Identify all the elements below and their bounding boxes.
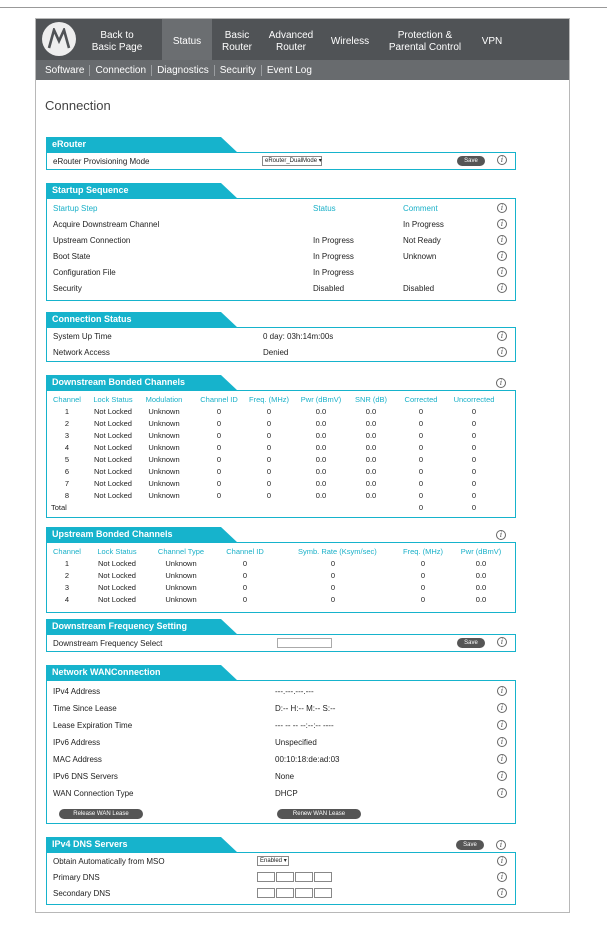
- section-header: [46, 619, 516, 635]
- table-cell: Unknown: [165, 595, 197, 604]
- cell: DHCP: [275, 789, 298, 798]
- col-header: Symb. Rate (Ksym/sec): [298, 547, 377, 556]
- table-cell: 0: [471, 467, 477, 476]
- table-cell: Not Locked: [98, 583, 136, 592]
- wan-section: [46, 665, 516, 824]
- table-cell: 0: [418, 431, 424, 440]
- top-rule: [0, 7, 607, 8]
- erouter-mode-select[interactable]: eRouter_DualMode ▾: [262, 156, 322, 166]
- cell: 00:10:18:de:ad:03: [275, 755, 340, 764]
- table-cell: 0: [266, 431, 272, 440]
- table-cell: 0: [266, 467, 272, 476]
- table-cell: 4: [64, 595, 70, 604]
- table-cell: 0: [471, 431, 477, 440]
- table-cell: 0: [418, 467, 424, 476]
- table-cell: 0: [216, 491, 222, 500]
- erouter-mode-value: eRouter_DualMode: [265, 158, 318, 164]
- nav-protection-parental[interactable]: Protection & Parental Control: [388, 29, 462, 53]
- table-cell: 0: [420, 583, 426, 592]
- section-title: Connection Status: [52, 314, 132, 324]
- table-cell: 0: [242, 595, 248, 604]
- table-cell: 0: [471, 455, 477, 464]
- cell: In Progress: [313, 268, 354, 277]
- table-cell: 0: [418, 407, 424, 416]
- table-cell: 0: [330, 595, 336, 604]
- table-cell: 0: [266, 407, 272, 416]
- cell: Lease Expiration Time: [53, 721, 133, 730]
- secondary-dns-octet-1[interactable]: [257, 888, 275, 898]
- table-cell: 0: [216, 467, 222, 476]
- table-cell: 0: [242, 583, 248, 592]
- section-title: Upstream Bonded Channels: [52, 529, 173, 539]
- nav-back-to-basic[interactable]: Back to Basic Page: [91, 29, 143, 53]
- nav-advanced-router[interactable]: Advanced Router: [268, 29, 314, 53]
- table-cell: 0.0: [475, 595, 487, 604]
- cell: MAC Address: [53, 755, 102, 764]
- section-header: [46, 527, 516, 543]
- obtain-auto-value: Enabled: [260, 858, 283, 864]
- startup-section: [46, 183, 516, 301]
- col-header: SNR (dB): [354, 395, 388, 404]
- cell: Acquire Downstream Channel: [53, 220, 160, 229]
- motorola-logo-icon: [42, 22, 76, 56]
- section-header: [46, 137, 516, 153]
- table-cell: 1: [64, 407, 70, 416]
- cell: IPv6 Address: [53, 738, 101, 747]
- cell: Secondary DNS: [53, 889, 111, 898]
- cell: ---.---.---.---: [275, 687, 314, 696]
- renew-wan-lease-button[interactable]: Renew WAN Lease: [277, 809, 361, 819]
- cell: Upstream Connection: [53, 236, 131, 245]
- table-cell: Unknown: [148, 419, 180, 428]
- table-cell: 3: [64, 431, 70, 440]
- subnav-software[interactable]: Software: [40, 65, 90, 76]
- info-icon[interactable]: i: [497, 872, 507, 882]
- table-cell: 0: [266, 419, 272, 428]
- table-cell: Unknown: [148, 407, 180, 416]
- nav-wireless[interactable]: Wireless: [330, 35, 370, 47]
- table-cell: 0: [216, 431, 222, 440]
- cell: None: [275, 772, 295, 781]
- table-cell: 0: [216, 479, 222, 488]
- table-cell: 0: [266, 455, 272, 464]
- col-header: Channel: [53, 395, 81, 404]
- cell: Time Since Lease: [53, 704, 117, 713]
- table-cell: 0.0: [315, 491, 327, 500]
- cell: Denied: [263, 348, 289, 357]
- table-cell: Not Locked: [94, 467, 132, 476]
- primary-dns-octet-2[interactable]: [276, 872, 294, 882]
- erouter-mode-label: eRouter Provisioning Mode: [53, 157, 150, 166]
- total-uncorrected: 0: [471, 503, 477, 512]
- info-icon[interactable]: i: [497, 888, 507, 898]
- table-cell: 0: [420, 571, 426, 580]
- section-title: Startup Sequence: [52, 185, 129, 195]
- table-cell: 0: [216, 443, 222, 452]
- col-header: Channel ID: [226, 547, 264, 556]
- table-cell: 0: [242, 559, 248, 568]
- table-cell: 0.0: [475, 571, 487, 580]
- cell: Unspecified: [275, 738, 317, 747]
- table-cell: 0: [471, 479, 477, 488]
- table-cell: Not Locked: [94, 491, 132, 500]
- info-icon[interactable]: i: [496, 530, 506, 540]
- table-cell: 0.0: [475, 583, 487, 592]
- secondary-dns-octet-3[interactable]: [295, 888, 313, 898]
- table-cell: 0: [216, 455, 222, 464]
- section-header: [46, 665, 516, 681]
- table-cell: 0: [420, 559, 426, 568]
- erouter-section: [46, 137, 516, 170]
- subnav-security[interactable]: Security: [215, 65, 262, 76]
- cell: In Progress: [313, 236, 354, 245]
- info-icon[interactable]: i: [497, 235, 507, 245]
- table-cell: 0: [418, 455, 424, 464]
- section-title: Downstream Bonded Channels: [52, 377, 186, 387]
- table-cell: 0.0: [365, 479, 377, 488]
- cell: Boot State: [53, 252, 91, 261]
- col-header: Corrected: [404, 395, 438, 404]
- table-cell: 2: [64, 419, 70, 428]
- table-cell: Unknown: [148, 431, 180, 440]
- table-cell: Unknown: [148, 479, 180, 488]
- cell: Security: [53, 284, 82, 293]
- table-cell: 0: [330, 571, 336, 580]
- ds-frequency-section: [46, 619, 516, 652]
- table-cell: 0: [418, 443, 424, 452]
- info-icon[interactable]: i: [496, 840, 506, 850]
- table-cell: 0: [216, 407, 222, 416]
- router-frame: [35, 18, 570, 913]
- primary-dns-octet-3[interactable]: [295, 872, 313, 882]
- col-header: Status: [313, 204, 336, 213]
- cell: Disabled: [403, 284, 435, 293]
- table-cell: Unknown: [148, 455, 180, 464]
- info-icon[interactable]: i: [497, 754, 507, 764]
- col-header: Uncorrected: [453, 395, 495, 404]
- table-cell: 0.0: [365, 443, 377, 452]
- dns-save-button[interactable]: Save: [456, 840, 484, 850]
- section-header: [46, 375, 516, 391]
- subnav-event-log[interactable]: Event Log: [266, 64, 312, 76]
- table-cell: 0.0: [315, 467, 327, 476]
- total-label: Total: [51, 503, 67, 512]
- cell: WAN Connection Type: [53, 789, 134, 798]
- secondary-dns-octet-2[interactable]: [276, 888, 294, 898]
- table-cell: 0.0: [365, 455, 377, 464]
- ds-frequency-save-button[interactable]: Save: [457, 638, 485, 648]
- table-cell: Not Locked: [94, 419, 132, 428]
- section-header: [46, 837, 516, 853]
- cell: 0 day: 03h:14m:00s: [263, 332, 334, 341]
- table-cell: 6: [64, 467, 70, 476]
- nav-status[interactable]: Status: [162, 19, 212, 60]
- table-cell: Not Locked: [94, 443, 132, 452]
- info-icon[interactable]: i: [497, 155, 507, 165]
- section-header: [46, 183, 516, 199]
- downstream-section: [46, 375, 516, 518]
- section-title: IPv4 DNS Servers: [52, 839, 128, 849]
- section-title: Network WANConnection: [52, 667, 161, 677]
- info-icon[interactable]: i: [496, 378, 506, 388]
- table-cell: 0.0: [365, 431, 377, 440]
- cell: In Progress: [313, 252, 354, 261]
- table-cell: 0.0: [365, 467, 377, 476]
- col-header: Pwr (dBmV): [460, 547, 502, 556]
- connection-status-section: [46, 312, 516, 362]
- info-icon[interactable]: i: [497, 686, 507, 696]
- table-cell: 0: [418, 479, 424, 488]
- info-icon[interactable]: i: [497, 267, 507, 277]
- cell: IPv6 DNS Servers: [53, 772, 118, 781]
- page-title: Connection: [45, 98, 111, 113]
- info-icon[interactable]: i: [497, 331, 507, 341]
- cell: Primary DNS: [53, 873, 100, 882]
- table-cell: 0: [216, 419, 222, 428]
- info-icon[interactable]: i: [497, 720, 507, 730]
- table-cell: 3: [64, 583, 70, 592]
- col-header: Lock Status: [97, 547, 137, 556]
- table-cell: 2: [64, 571, 70, 580]
- col-header: Channel ID: [200, 395, 238, 404]
- col-header: Channel Type: [157, 547, 205, 556]
- table-cell: Unknown: [165, 583, 197, 592]
- ds-frequency-input[interactable]: [277, 638, 332, 648]
- table-cell: 0.0: [315, 479, 327, 488]
- info-icon[interactable]: i: [497, 251, 507, 261]
- col-header: Channel: [53, 547, 81, 556]
- table-cell: 8: [64, 491, 70, 500]
- upstream-section: [46, 527, 516, 613]
- cell: In Progress: [403, 220, 444, 229]
- col-header: Comment: [403, 204, 438, 213]
- table-cell: Unknown: [165, 571, 197, 580]
- table-cell: Unknown: [148, 443, 180, 452]
- primary-dns-octet-1[interactable]: [257, 872, 275, 882]
- primary-dns-octet-4[interactable]: [314, 872, 332, 882]
- table-cell: 0: [471, 491, 477, 500]
- table-cell: Not Locked: [98, 595, 136, 604]
- cell: --- -- -- --:--:-- ----: [275, 721, 334, 730]
- col-header: Startup Step: [53, 204, 98, 213]
- table-cell: Not Locked: [98, 559, 136, 568]
- table-cell: 5: [64, 455, 70, 464]
- table-cell: 0.0: [475, 559, 487, 568]
- table-cell: 7: [64, 479, 70, 488]
- table-cell: 0.0: [315, 407, 327, 416]
- table-cell: 0.0: [365, 491, 377, 500]
- col-header: Modulation: [145, 395, 183, 404]
- subnav-connection[interactable]: Connection: [90, 65, 152, 76]
- table-cell: 1: [64, 559, 70, 568]
- section-title: eRouter: [52, 139, 87, 149]
- table-cell: 0: [418, 491, 424, 500]
- obtain-auto-select[interactable]: Enabled ▾: [257, 856, 289, 866]
- col-header: Pwr (dBmV): [300, 395, 342, 404]
- nav-basic-router[interactable]: Basic Router: [221, 29, 252, 53]
- cell: Not Ready: [403, 236, 441, 245]
- section-title: Downstream Frequency Setting: [52, 621, 188, 631]
- table-cell: Unknown: [165, 559, 197, 568]
- subnav-diagnostics[interactable]: Diagnostics: [152, 65, 215, 76]
- table-cell: 0: [471, 407, 477, 416]
- info-icon[interactable]: i: [497, 283, 507, 293]
- ds-frequency-label: Downstream Frequency Select: [53, 639, 163, 648]
- info-icon[interactable]: i: [497, 219, 507, 229]
- cell: Disabled: [313, 284, 345, 293]
- secondary-dns-octet-4[interactable]: [314, 888, 332, 898]
- total-corrected: 0: [418, 503, 424, 512]
- table-cell: 0: [330, 559, 336, 568]
- info-icon[interactable]: i: [497, 203, 507, 213]
- table-cell: 0.0: [315, 431, 327, 440]
- sub-nav: [36, 60, 569, 80]
- erouter-save-button[interactable]: Save: [457, 156, 485, 166]
- cell: System Up Time: [53, 332, 112, 341]
- table-cell: 0.0: [365, 419, 377, 428]
- cell: Configuration File: [53, 268, 116, 277]
- table-cell: 0: [471, 443, 477, 452]
- table-cell: 0.0: [365, 407, 377, 416]
- table-cell: 0.0: [315, 455, 327, 464]
- table-cell: 0: [242, 571, 248, 580]
- table-cell: Not Locked: [94, 407, 132, 416]
- cell: IPv4 Address: [53, 687, 101, 696]
- col-header: Lock Status: [93, 395, 133, 404]
- ipv4-dns-section: [46, 837, 516, 905]
- table-cell: Unknown: [148, 491, 180, 500]
- col-header: Freq. (MHz): [249, 395, 289, 404]
- table-cell: 0: [266, 479, 272, 488]
- info-icon[interactable]: i: [497, 347, 507, 357]
- table-cell: 0.0: [315, 419, 327, 428]
- table-cell: 0: [330, 583, 336, 592]
- main-nav: [36, 19, 569, 60]
- cell: Unknown: [403, 252, 437, 261]
- table-cell: Not Locked: [94, 479, 132, 488]
- table-cell: 4: [64, 443, 70, 452]
- cell: Network Access: [53, 348, 110, 357]
- info-icon[interactable]: i: [497, 788, 507, 798]
- cell: D:-- H:-- M:-- S:--: [275, 704, 336, 713]
- table-cell: Not Locked: [98, 571, 136, 580]
- col-header: Freq. (MHz): [403, 547, 443, 556]
- table-cell: 0: [420, 595, 426, 604]
- table-cell: 0: [418, 419, 424, 428]
- release-wan-lease-button[interactable]: Release WAN Lease: [59, 809, 143, 819]
- cell: Obtain Automatically from MSO: [53, 857, 165, 866]
- info-icon[interactable]: i: [497, 856, 507, 866]
- table-cell: 0: [471, 419, 477, 428]
- table-cell: 0.0: [315, 443, 327, 452]
- section-header: [46, 312, 516, 328]
- nav-vpn[interactable]: VPN: [481, 35, 503, 47]
- info-icon[interactable]: i: [497, 771, 507, 781]
- info-icon[interactable]: i: [497, 737, 507, 747]
- info-icon[interactable]: i: [497, 637, 507, 647]
- table-cell: 0: [266, 491, 272, 500]
- table-cell: Not Locked: [94, 431, 132, 440]
- info-icon[interactable]: i: [497, 703, 507, 713]
- table-cell: Unknown: [148, 467, 180, 476]
- table-cell: 0: [266, 443, 272, 452]
- table-cell: Not Locked: [94, 455, 132, 464]
